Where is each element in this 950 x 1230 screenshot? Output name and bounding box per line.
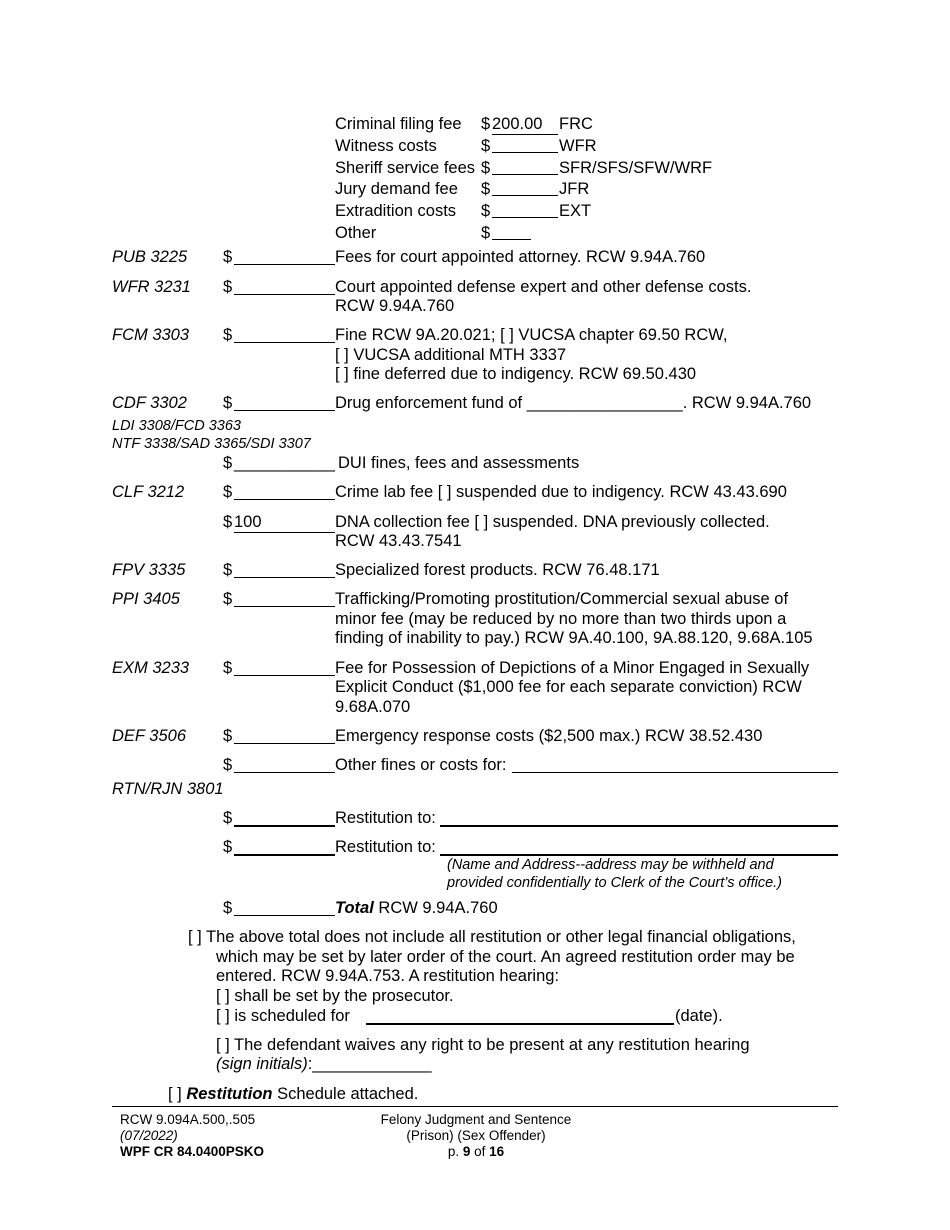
restitution-total-line2: which may be set by later order of the court. An agreed restitution order may be xyxy=(216,948,795,966)
sheriff-service-fees-code: SFR/SFS/SFW/WRF xyxy=(559,159,713,177)
total-dollar: $ xyxy=(223,899,233,917)
dna-dollar: $ xyxy=(223,513,233,531)
cdf-text: Drug enforcement fund of _________________. RCW 9.94A.760 xyxy=(335,394,812,412)
restitution-note-line2: provided confidentially to Clerk of the Court’s office.) xyxy=(447,875,783,891)
criminal-filing-fee-dollar: $ xyxy=(481,115,491,133)
criminal-filing-fee-label: Criminal filing fee xyxy=(335,115,462,133)
dui-text: DUI fines, fees and assessments xyxy=(338,454,580,472)
clf-code: CLF 3212 xyxy=(112,483,185,501)
def-code: DEF 3506 xyxy=(112,727,186,745)
fcm-code: FCM 3303 xyxy=(112,326,190,344)
fpv-dollar: $ xyxy=(223,561,233,579)
sheriff-service-fees-label: Sheriff service fees xyxy=(335,159,476,177)
other-fines-amount[interactable] xyxy=(234,772,335,773)
restitution-total-checkbox-line1[interactable]: [ ] The above total does not include all restitution or other legal financial obligations, xyxy=(188,928,796,946)
sign-initials-field[interactable]: (sign initials):_____________ xyxy=(216,1055,432,1073)
other-fines-description-field[interactable] xyxy=(512,772,838,773)
other-fines-dollar: $ xyxy=(223,756,233,774)
ppi-dollar: $ xyxy=(223,590,233,608)
exm-text-line1: Fee for Possession of Depictions of a Minor Engaged in Sexually xyxy=(335,659,810,677)
cdf-code: CDF 3302 xyxy=(112,394,187,412)
hearing-prosecutor-checkbox[interactable]: [ ] shall be set by the prosecutor. xyxy=(216,987,454,1005)
extradition-costs-amount[interactable] xyxy=(492,217,558,218)
footer-form-number: WPF CR 84.0400PSKO xyxy=(120,1144,265,1159)
hearing-date-suffix: (date). xyxy=(675,1007,723,1025)
fpv-amount[interactable] xyxy=(234,577,335,578)
restitution-1-text: Restitution to: xyxy=(335,809,436,827)
restitution-schedule-checkbox[interactable]: [ ] Restitution Schedule attached. xyxy=(168,1085,419,1103)
extradition-costs-label: Extradition costs xyxy=(335,202,457,220)
sheriff-service-fees-dollar: $ xyxy=(481,159,491,177)
ppi-text-line3: finding of inability to pay.) RCW 9A.40.100, 9A.88.120, 9.68A.105 xyxy=(335,629,813,647)
other-fines-text: Other fines or costs for: xyxy=(335,756,507,774)
witness-costs-dollar: $ xyxy=(481,137,491,155)
exm-amount[interactable] xyxy=(234,675,335,676)
dna-text-line2: RCW 43.43.7541 xyxy=(335,532,462,550)
restitution-total-line3: entered. RCW 9.94A.753. A restitution hearing: xyxy=(216,967,560,985)
dui-amount-blank[interactable]: ___________ xyxy=(234,454,335,472)
restitution-1-payee-field[interactable] xyxy=(440,825,838,827)
clf-amount[interactable] xyxy=(234,499,335,500)
cdf-amount[interactable] xyxy=(234,410,335,411)
criminal-filing-fee-code: FRC xyxy=(559,115,593,133)
clf-text: Crime lab fee [ ] suspended due to indigency. RCW 43.43.690 xyxy=(335,483,787,501)
clf-dollar: $ xyxy=(223,483,233,501)
footer-revision-date: (07/2022) xyxy=(120,1128,178,1143)
exm-text-line3: 9.68A.070 xyxy=(335,698,411,716)
def-dollar: $ xyxy=(223,727,233,745)
ppi-code: PPI 3405 xyxy=(112,590,180,608)
dna-amount[interactable]: 100 xyxy=(234,512,335,533)
total-label: Total RCW 9.94A.760 xyxy=(335,899,498,917)
extradition-costs-dollar: $ xyxy=(481,202,491,220)
wfr-dollar: $ xyxy=(223,278,233,296)
exm-dollar: $ xyxy=(223,659,233,677)
hearing-date-field[interactable] xyxy=(366,1023,674,1025)
restitution-2-text: Restitution to: xyxy=(335,838,436,856)
cdf-dollar: $ xyxy=(223,394,233,412)
jury-demand-fee-label: Jury demand fee xyxy=(335,180,458,198)
restitution-note-line1: (Name and Address--address may be withheld and xyxy=(447,857,774,873)
wfr-code: WFR 3231 xyxy=(112,278,191,296)
fcm-dollar: $ xyxy=(223,326,233,344)
other-filing-dollar: $ xyxy=(481,224,491,242)
footer-doc-subtitle: (Prison) (Sex Offender) xyxy=(406,1128,546,1143)
wfr-text-line2: RCW 9.94A.760 xyxy=(335,297,455,315)
pub-dollar: $ xyxy=(223,248,233,266)
dui-code-line1: LDI 3308/FCD 3363 xyxy=(112,418,241,434)
fcm-text-line3: [ ] fine deferred due to indigency. RCW 69.50.430 xyxy=(335,365,697,383)
restitution-2-dollar: $ xyxy=(223,838,233,856)
restitution-1-dollar: $ xyxy=(223,809,233,827)
sheriff-service-fees-amount[interactable] xyxy=(492,174,558,175)
wfr-text-line1: Court appointed defense expert and other defense costs. xyxy=(335,278,752,296)
criminal-filing-fee-amount[interactable]: 200.00 xyxy=(492,114,558,135)
ppi-text-line2: minor fee (may be reduced by no more than two thirds upon a xyxy=(335,610,787,628)
fcm-text-line2: [ ] VUCSA additional MTH 3337 xyxy=(335,346,567,364)
other-filing-amount[interactable] xyxy=(492,239,531,240)
dui-code-line2: NTF 3338/SAD 3365/SDI 3307 xyxy=(112,436,311,452)
def-text: Emergency response costs ($2,500 max.) RCW 38.52.430 xyxy=(335,727,763,745)
total-amount[interactable] xyxy=(234,915,335,916)
footer-divider xyxy=(112,1106,838,1107)
waive-presence-checkbox[interactable]: [ ] The defendant waives any right to be present at any restitution hearing xyxy=(216,1036,750,1054)
restitution-2-amount[interactable] xyxy=(234,854,335,856)
rtn-code: RTN/RJN 3801 xyxy=(112,780,224,798)
jury-demand-fee-amount[interactable] xyxy=(492,195,558,196)
footer-doc-title: Felony Judgment and Sentence xyxy=(380,1112,572,1127)
dna-text-line1: DNA collection fee [ ] suspended. DNA previously collected. xyxy=(335,513,770,531)
fpv-text: Specialized forest products. RCW 76.48.171 xyxy=(335,561,660,579)
pub-amount[interactable] xyxy=(234,264,335,265)
jury-demand-fee-code: JFR xyxy=(559,180,590,198)
witness-costs-label: Witness costs xyxy=(335,137,437,155)
footer-page-number: p. 9 of 16 xyxy=(447,1144,505,1159)
fpv-code: FPV 3335 xyxy=(112,561,186,579)
ppi-amount[interactable] xyxy=(234,606,335,607)
hearing-scheduled-checkbox[interactable]: [ ] is scheduled for xyxy=(216,1007,350,1025)
wfr-amount[interactable] xyxy=(234,294,335,295)
witness-costs-code: WFR xyxy=(559,137,597,155)
witness-costs-amount[interactable] xyxy=(492,152,558,153)
fcm-amount[interactable] xyxy=(234,342,335,343)
ppi-text-line1: Trafficking/Promoting prostitution/Commercial sexual abuse of xyxy=(335,590,789,608)
fcm-text-line1: Fine RCW 9A.20.021; [ ] VUCSA chapter 69.50 RCW, xyxy=(335,326,728,344)
pub-code: PUB 3225 xyxy=(112,248,188,266)
dui-dollar: $ xyxy=(223,454,233,472)
restitution-1-amount[interactable] xyxy=(234,825,335,827)
def-amount[interactable] xyxy=(234,743,335,744)
exm-code: EXM 3233 xyxy=(112,659,190,677)
exm-text-line2: Explicit Conduct ($1,000 fee for each separate conviction) RCW xyxy=(335,678,802,696)
footer-rcw: RCW 9.094A.500,.505 xyxy=(120,1112,256,1127)
extradition-costs-code: EXT xyxy=(559,202,592,220)
other-filing-label: Other xyxy=(335,224,377,242)
jury-demand-fee-dollar: $ xyxy=(481,180,491,198)
pub-text: Fees for court appointed attorney. RCW 9.94A.760 xyxy=(335,248,706,266)
